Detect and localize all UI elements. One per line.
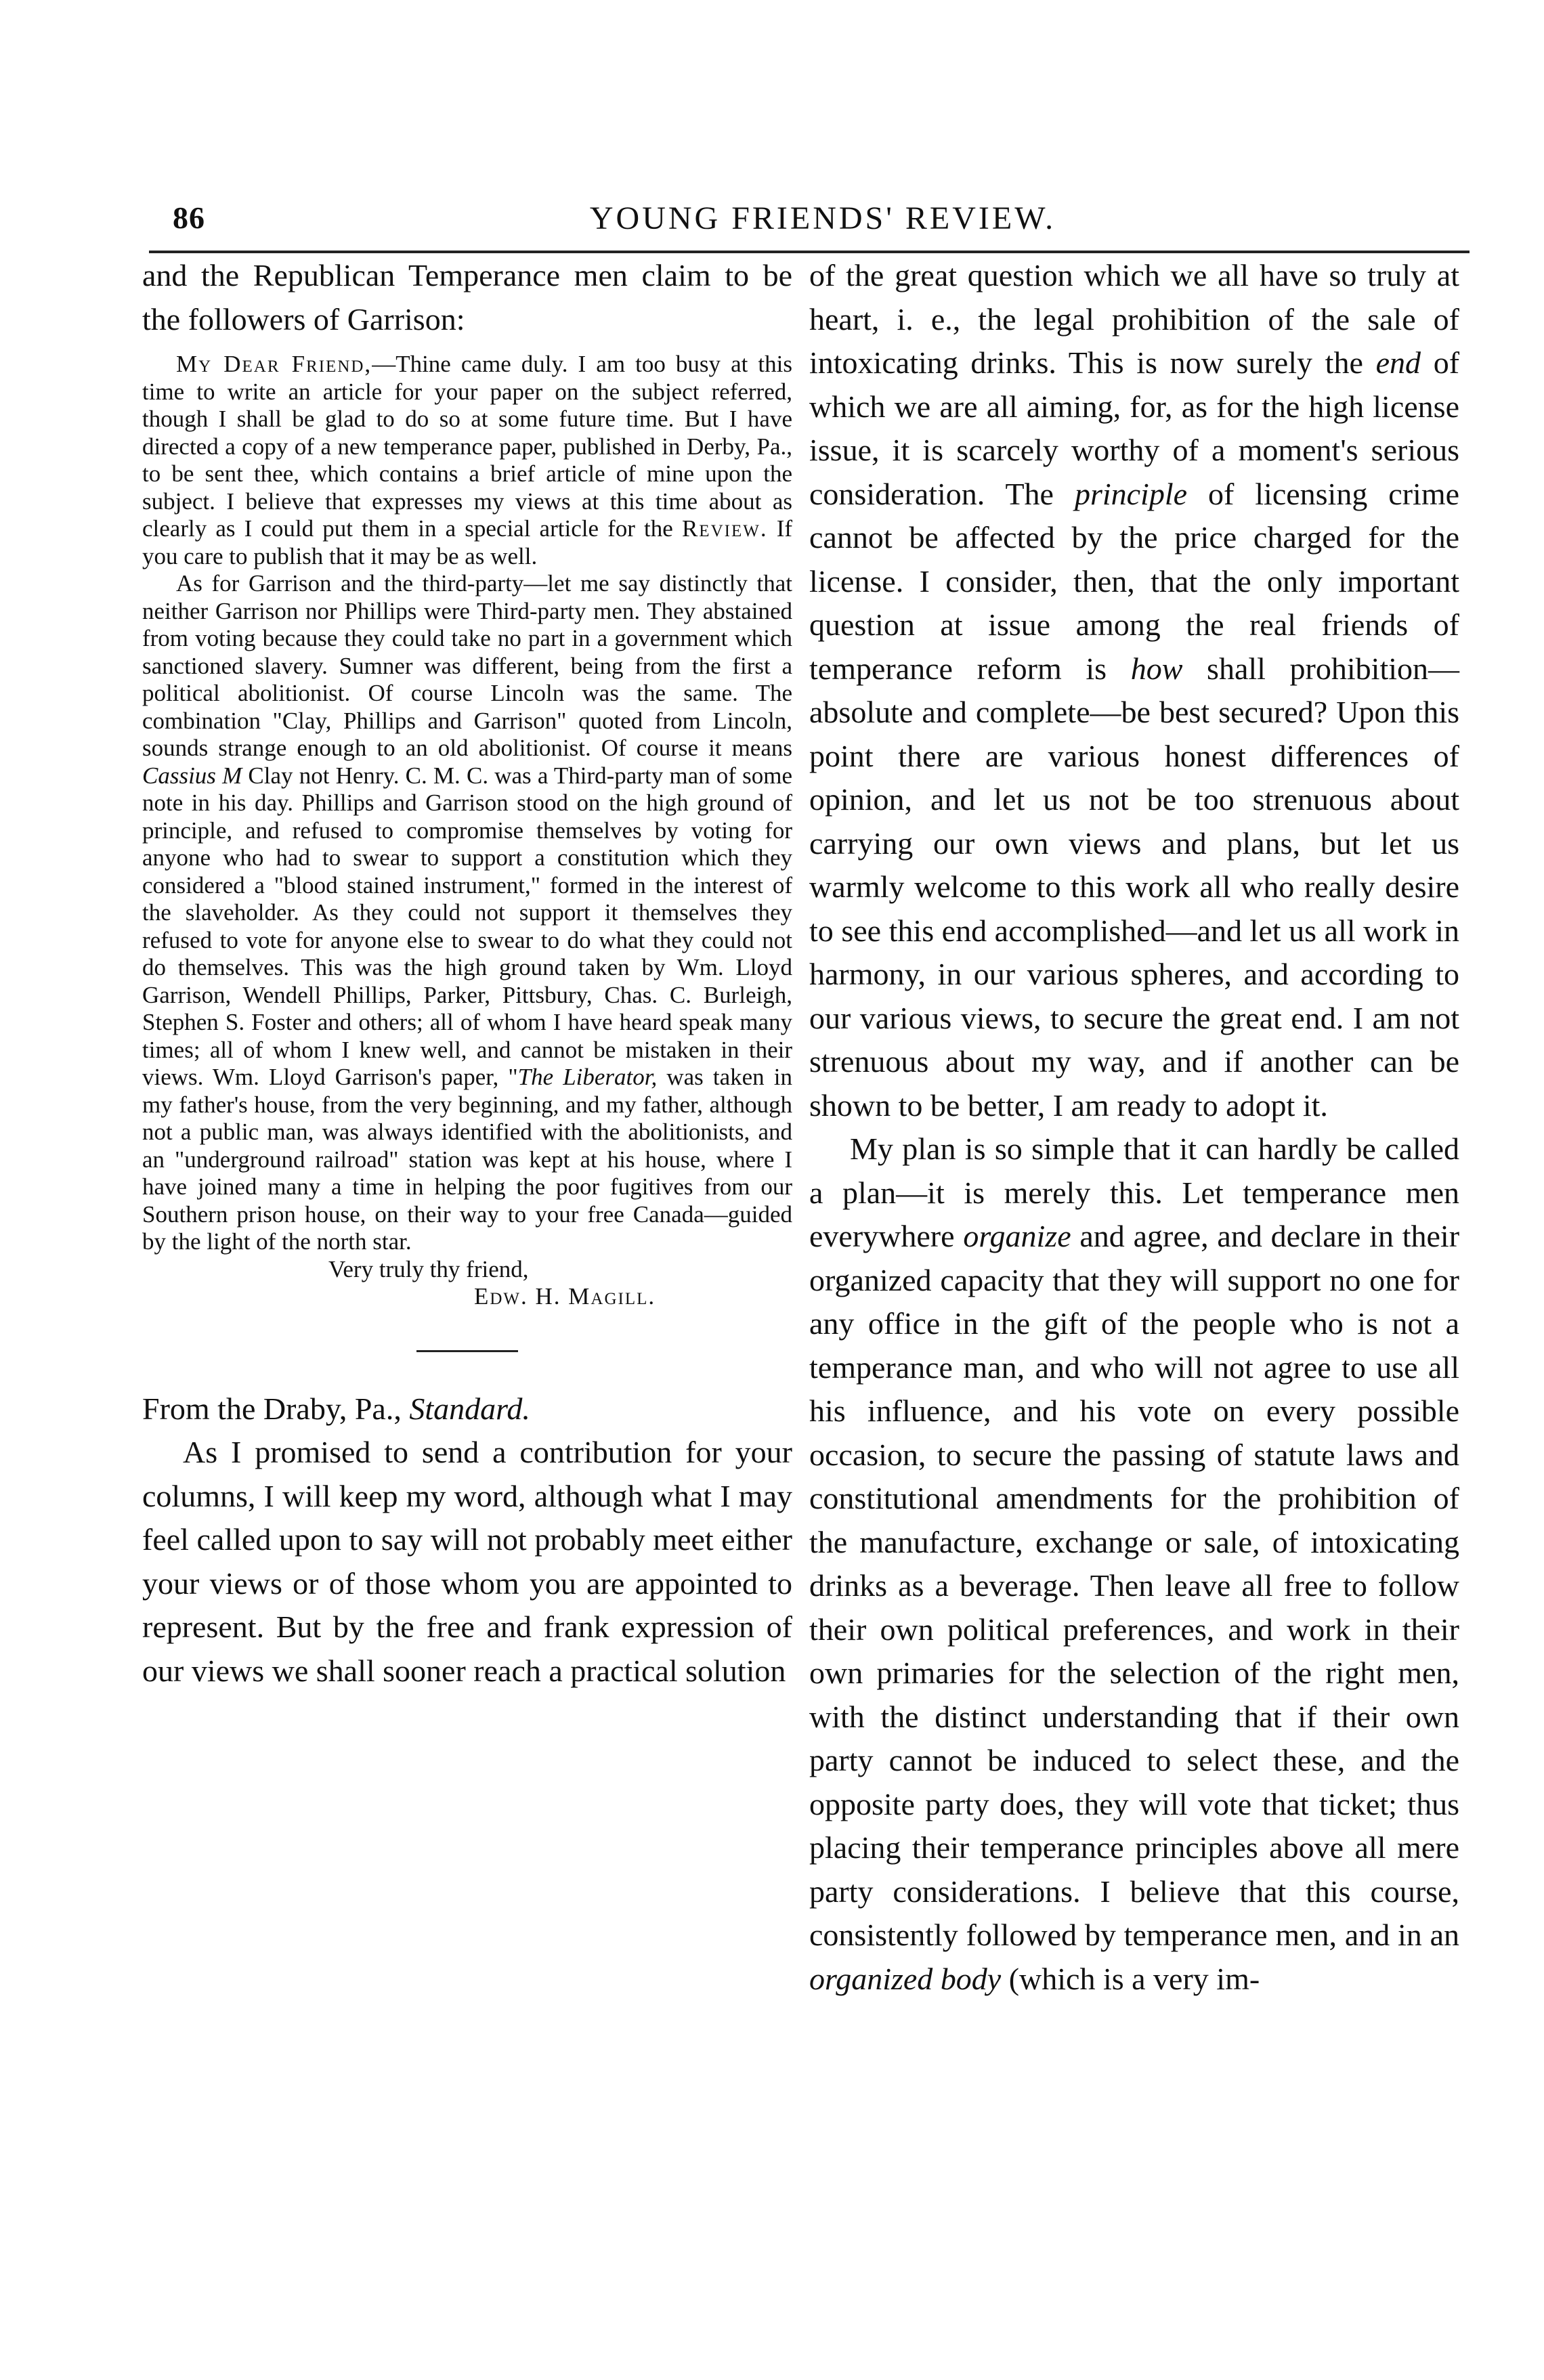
source-line-text: From the Draby, Pa., <box>142 1391 402 1426</box>
letter-p2-text: As for Garrison and the third-party—let me say distinctly that neither Garrison nor Phillips were Third-party men. They abstained from voting because they could take no part in a government which sanctioned slavery. Sumner was different, being from the first a political abolitionist. Of course Lincoln was the same. The combination "Clay, Phillips and Garrison" quoted from Lincoln, sounds strange enough to an old abolitionist. Of course it means <box>142 570 792 761</box>
header-rule <box>149 251 1470 253</box>
left-column <box>142 254 792 1693</box>
review-title: Review. <box>681 515 768 542</box>
article-paragraph-1: As I promised to send a contribution for your columns, I will keep my word, although what I may feel called upon to say will not probably meet either your views or of those whom you are appointed to represent. But by the free and frank expression of our views we shall sooner reach a practical solution <box>142 1435 792 1688</box>
text-run: and agree, and declare in their organized capacity that they will support no one for any office in the gift of the people who is not a temperance man, and who will not agree to use all his influence, and his vote on every possible occasion, to secure the passing of statute laws and constitutional amendments for the prohibition of the manufacture, exchange or sale, of intoxicating drinks as a beverage. Then leave all free to follow their own political preferences, and work in their own primaries for the selection of the right men, with the distinct understanding that if their own party cannot be induced to select these, and the opposite party does, they will vote that ticket; thus placing their temperance principles above all mere party considerations. I believe that this course, consistently followed by temperance men, and in an <box>809 1219 1460 1952</box>
liberator-the: The <box>517 1064 554 1090</box>
italic-end: end <box>1375 345 1421 380</box>
text-run: of which we are all aiming, for, as for the high license issue, it is scarcely worthy of a moment's serious consideration. The <box>809 345 1460 511</box>
page-header <box>173 200 1473 247</box>
letter-paragraph-2 <box>142 570 792 1256</box>
intro-paragraph: and the Republican Temperance men claim to be the followers of Garrison: <box>142 258 792 337</box>
page-number: 86 <box>173 200 205 235</box>
article-paragraph-1-continued <box>809 254 1459 1127</box>
italic-organized-body: organized body <box>809 1961 1002 1996</box>
letter-p2-text-2: Clay not Henry. C. M. C. was a Third-party man of some note in his day. Phillips and Garrison stood on the high ground of principle, and refused to compromise themselves by voting for anyone who had to swear to support a constitution which they considered a "blood stained instrument," formed in the interest of the slaveholder. As they could not support it themselves they refused to vote for anyone else to swear to do what they could not do themselves. This was the high ground taken by Wm. Lloyd Garrison, Wendell Phillips, Parker, Pittsbury, Chas. C. Burleigh, Stephen S. Foster and others; all of whom I have heard speak many times; all of whom I knew well, and cannot be mistaken in their views. Wm. Lloyd Garrison's paper, " <box>142 762 792 1090</box>
letter-signature: Edw. H. Magill. <box>474 1283 656 1310</box>
letter-salutation: My Dear Friend, <box>176 351 372 377</box>
article-paragraph-2 <box>809 1127 1459 2001</box>
italic-organize: organize <box>963 1219 1071 1253</box>
italic-how: how <box>1130 651 1183 686</box>
letter-p1-text: —Thine came duly. I am too busy at this time to write an article for your paper on the subject referred, though I shall be glad to do so at some future time. But I have directed a copy of a new temperance paper, published in Derby, Pa., to be sent thee, which contains a brief article of mine upon the subject. I believe that expresses my views at this time about as clearly as I could put them in a special article for the <box>142 351 792 542</box>
text-run: (which is a very im- <box>1008 1961 1260 1996</box>
liberator-title: Liberator, <box>563 1064 658 1090</box>
letter-closing: Very truly thy friend, <box>328 1255 529 1282</box>
letter-p2-end: was taken in my father's house, from the very beginning, and my father, although not a public man, was always identified with the abolitionists, and an "underground railroad" station was kept at his house, where I have joined many a time in helping the poor fugitives from our Southern prison house, on their way to your free Canada—guided by the light of the north star. <box>142 1064 792 1255</box>
right-column <box>809 254 1459 2001</box>
text-run: My plan is so simple that it can hardly be called a plan—it is merely this. Let temperance men everywhere <box>809 1131 1459 1253</box>
italic-principle: principle <box>1074 476 1188 511</box>
section-separator <box>416 1350 518 1352</box>
letter-p1-end: If you care to publish that it may be as well. <box>142 515 793 569</box>
running-title: YOUNG FRIENDS' REVIEW. <box>589 200 1056 236</box>
cassius-name: Cassius M <box>142 762 242 789</box>
source-line <box>142 1387 792 1431</box>
text-run: of licensing crime cannot be affected by the price charged for the license. I consider, then, that the only important question at issue among the real friends of temperance reform is <box>809 476 1460 686</box>
quoted-letter <box>142 351 792 1311</box>
text-run: of the great question which we all have so truly at heart, i. e., the legal prohibition of the sale of intoxicating drinks. This is now surely the <box>809 258 1459 380</box>
letter-paragraph-1 <box>142 351 792 570</box>
text-run: shall prohibition—absolute and complete—be best secured? Upon this point there are various honest differences of opinion, and let us not be too strenuous about carrying our own views and plans, but let us warmly welcome to this work all who really desire to see this end accomplished—and let us all work in harmony, in our various spheres, and according to our various views, to secure the great end. I am not strenuous about my way, and if another can be shown to be better, I am ready to adopt it. <box>809 651 1459 1123</box>
source-line-paper: Standard. <box>409 1391 530 1426</box>
